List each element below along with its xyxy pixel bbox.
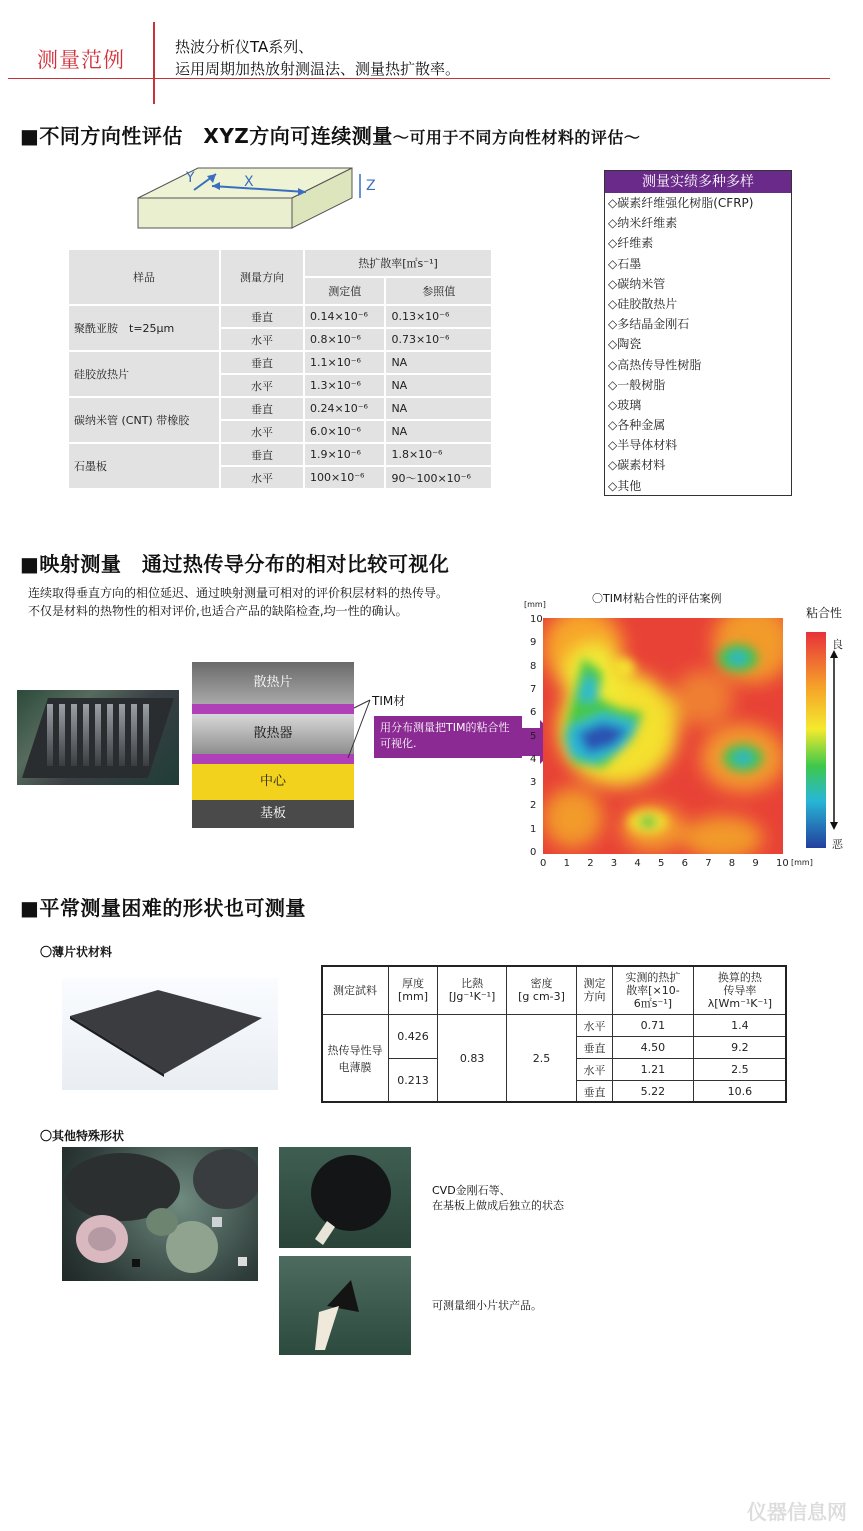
th-sample: 样品 [68,249,220,305]
materials-list-item: ◇碳纳米管 [608,276,666,291]
map-y-tick: 8 [530,660,537,672]
layer-substrate: 基板 [192,800,354,828]
thin-film-sheet-shape [62,978,278,1090]
section1-title [20,120,640,149]
film-thickness-cell: 0.426 [389,1015,438,1059]
measured-cell: 0.14×10⁻⁶ [304,305,385,328]
various-samples-photo [62,1147,258,1281]
reference-cell: NA [385,420,492,443]
reference-cell: 0.13×10⁻⁶ [385,305,492,328]
colorbar-bad-label: 恶 [832,838,843,851]
header-subtitle-line2: 运用周期加热放射测温法、测量热扩散率。 [175,60,461,78]
materials-list [605,193,791,496]
materials-list-item: ◇半导体材料 [608,438,678,453]
measured-cell: 1.1×10⁻⁶ [304,351,385,374]
sample-cell: 石墨板 [68,443,220,489]
film-table-header-cell: 实测的热扩 散率[×10- 6㎡s⁻¹] [613,966,694,1015]
small-piece-note: 可测量细小片状产品。 [432,1299,542,1312]
map-x-tick: 3 [610,858,618,869]
map-y-tick: 1 [530,823,537,835]
anisotropy-slab-diagram [130,160,390,240]
dir-cell: 水平 [220,420,304,443]
reference-cell: 1.8×10⁻⁶ [385,443,492,466]
map-unit-x: [mm] [791,858,813,867]
map-y-tick: 10 [530,614,543,625]
measured-cell: 6.0×10⁻⁶ [304,420,385,443]
cvd-diamond-photo [279,1147,411,1248]
cvd-diamond-shapes [279,1147,411,1248]
film-table-header-cell: 测定 方向 [576,966,612,1015]
section1-title-main: ■不同方向性评估 XYZ方向可连续测量 [20,124,393,148]
measured-cell: 100×10⁻⁶ [304,466,385,489]
thin-film-table [321,965,787,1103]
heatsink-photo [17,690,179,785]
layer-spreader: 散热器 [192,714,354,754]
map-x-tick: 2 [587,858,594,869]
measured-cell: 1.3×10⁻⁶ [304,374,385,397]
materials-list-item: ◇一般树脂 [608,377,666,392]
map-x-tick: 6 [681,858,688,869]
map-y-tick: 5 [530,730,537,742]
map-x-tick: 8 [728,858,736,869]
materials-list-item: ◇玻璃 [608,397,642,412]
measured-cell: 0.8×10⁻⁶ [304,328,385,351]
map-x-tick: 10 [776,858,789,869]
dir-cell: 垂直 [220,443,304,466]
tim-layer-bottom [192,754,354,764]
film-table-header-cell: 比熱 [Jg⁻¹K⁻¹] [438,966,507,1015]
dir-cell: 水平 [220,466,304,489]
materials-list-title: 测量实绩多种多样 [605,171,791,193]
header-divider-vertical [153,22,155,104]
mapping-description-line1: 连续取得垂直方向的相位延迟、通过映射测量可相对的评价积层材料的热传导。 [28,586,449,600]
film-diff-cell: 5.22 [613,1081,694,1103]
film-diff-cell: 0.71 [613,1015,694,1037]
small-piece-photo [279,1256,411,1355]
various-samples-shapes [62,1147,258,1281]
layer-core: 中心 [192,764,354,800]
materials-list-item: ◇各种金属 [608,418,666,433]
th-measured: 测定值 [304,277,385,305]
map-x-tick: 0 [540,858,547,869]
reference-cell: 90～100×10⁻⁶ [385,466,492,489]
film-cond-cell: 1.4 [693,1015,786,1037]
reference-cell: NA [385,351,492,374]
dir-cell: 水平 [220,374,304,397]
film-cp-cell: 0.83 [438,1015,507,1103]
materials-list-item: ◇碳素材料 [608,458,666,473]
map-y-tick: 9 [530,637,537,649]
materials-list-item: ◇石墨 [608,256,642,271]
colorbar-arrow [829,650,839,830]
film-dir-cell: 垂直 [576,1037,612,1059]
film-table-header-cell: 换算的热 传导率 λ[Wm⁻¹K⁻¹] [693,966,786,1015]
film-cond-cell: 10.6 [693,1081,786,1103]
map-y-tick: 2 [530,800,537,812]
map-unit-y: [mm] [524,600,546,609]
measured-cell: 1.9×10⁻⁶ [304,443,385,466]
film-sample-cell: 热传导性导电薄膜 [322,1015,389,1103]
sample-cell: 碳纳米管 (CNT) 带橡胶 [68,397,220,443]
thin-film-subtitle: 〇薄片状材料 [40,945,113,959]
map-x-tick: 1 [563,858,570,869]
thin-film-photo [62,978,278,1090]
map-y-tick: 0 [530,847,537,858]
measured-cell: 0.24×10⁻⁶ [304,397,385,420]
dir-cell: 垂直 [220,397,304,420]
dir-cell: 水平 [220,328,304,351]
reference-cell: NA [385,374,492,397]
materials-list-item: ◇其他 [608,478,642,493]
materials-list-item: ◇陶瓷 [608,337,642,352]
axis-y-label: Y [186,170,195,186]
film-dir-cell: 垂直 [576,1081,612,1103]
tim-callout: 用分布测量把TIM的粘合性可视化. [374,716,522,758]
header-subtitle-line1: 热波分析仪TA系列、 [175,38,314,56]
map-x-tick: 9 [752,858,759,869]
section3-title: ■平常测量困难的形状也可测量 [20,896,306,920]
watermark: 仪器信息网 [747,1500,847,1524]
special-shapes-subtitle: 〇其他特殊形状 [40,1129,125,1143]
axis-x-label: X [244,174,254,190]
diffusivity-table [67,248,493,490]
map-y-tick: 7 [530,683,537,695]
materials-list-item: ◇多结晶金刚石 [608,317,690,332]
tim-adhesion-map [543,618,783,854]
colorbar-title: 粘合性 [806,606,843,620]
dir-cell: 垂直 [220,351,304,374]
thin-film-table-header [322,966,787,1015]
film-diff-cell: 4.50 [613,1037,694,1059]
section2-title: ■映射测量 通过热传导分布的相对比较可视化 [20,552,450,576]
section1-title-small: ～可用于不同方向性材料的评估～ [392,128,641,147]
th-reference: 参照值 [385,277,492,305]
map-title: 〇TIM材粘合性的评估案例 [592,592,722,605]
reference-cell: 0.73×10⁻⁶ [385,328,492,351]
map-x-tick: 4 [634,858,641,869]
dir-cell: 垂直 [220,305,304,328]
map-x-tick: 5 [658,858,665,869]
colorbar-good-label: 良 [832,638,843,651]
layer-heatsink: 散热片 [192,662,354,704]
film-cond-cell: 2.5 [693,1059,786,1081]
header-subtitle [175,36,460,80]
reference-cell: NA [385,397,492,420]
layer-stack-diagram [192,662,354,828]
film-density-cell: 2.5 [507,1015,577,1103]
sample-cell: 聚酰亚胺 t=25μm [68,305,220,351]
materials-list-box [604,170,792,496]
tim-layer-top [192,704,354,714]
th-diffusivity: 热扩散率[㎡s⁻¹] [304,249,492,277]
map-y-tick: 3 [530,777,537,789]
film-cond-cell: 9.2 [693,1037,786,1059]
tim-label: TIM材 [372,694,406,708]
film-thickness-cell: 0.213 [389,1059,438,1103]
cvd-diamond-note: CVD金刚石等、 在基板上做成后独立的状态 [432,1184,564,1212]
materials-list-item: ◇硅胶散热片 [608,296,678,311]
map-y-tick: 6 [530,707,537,719]
film-table-header-cell: 密度 [g cm-3] [507,966,577,1015]
film-dir-cell: 水平 [576,1059,612,1081]
header-tag: 测量范例 [37,48,125,72]
film-table-header-cell: 厚度 [mm] [389,966,438,1015]
film-diff-cell: 1.21 [613,1059,694,1081]
map-y-tick: 4 [530,753,537,765]
mapping-description [28,584,498,620]
small-piece-shapes [279,1256,411,1355]
materials-list-item: ◇纳米纤维素 [608,216,678,231]
adhesion-colorbar [806,632,826,848]
th-direction: 测量方向 [220,249,304,305]
materials-list-item: ◇碳素纤维强化树脂(CFRP) [608,196,754,210]
map-x-tick: 7 [705,858,712,869]
materials-list-item: ◇高热传导性树脂 [608,357,702,372]
materials-list-item: ◇纤维素 [608,236,654,251]
mapping-description-line2: 不仅是材料的热物性的相对评价,也适合产品的缺陷检查,均一性的确认。 [28,604,408,618]
sample-cell: 硅胶放热片 [68,351,220,397]
film-dir-cell: 水平 [576,1015,612,1037]
film-table-header-cell: 测定試料 [322,966,389,1015]
axis-z-label: Z [366,178,376,194]
